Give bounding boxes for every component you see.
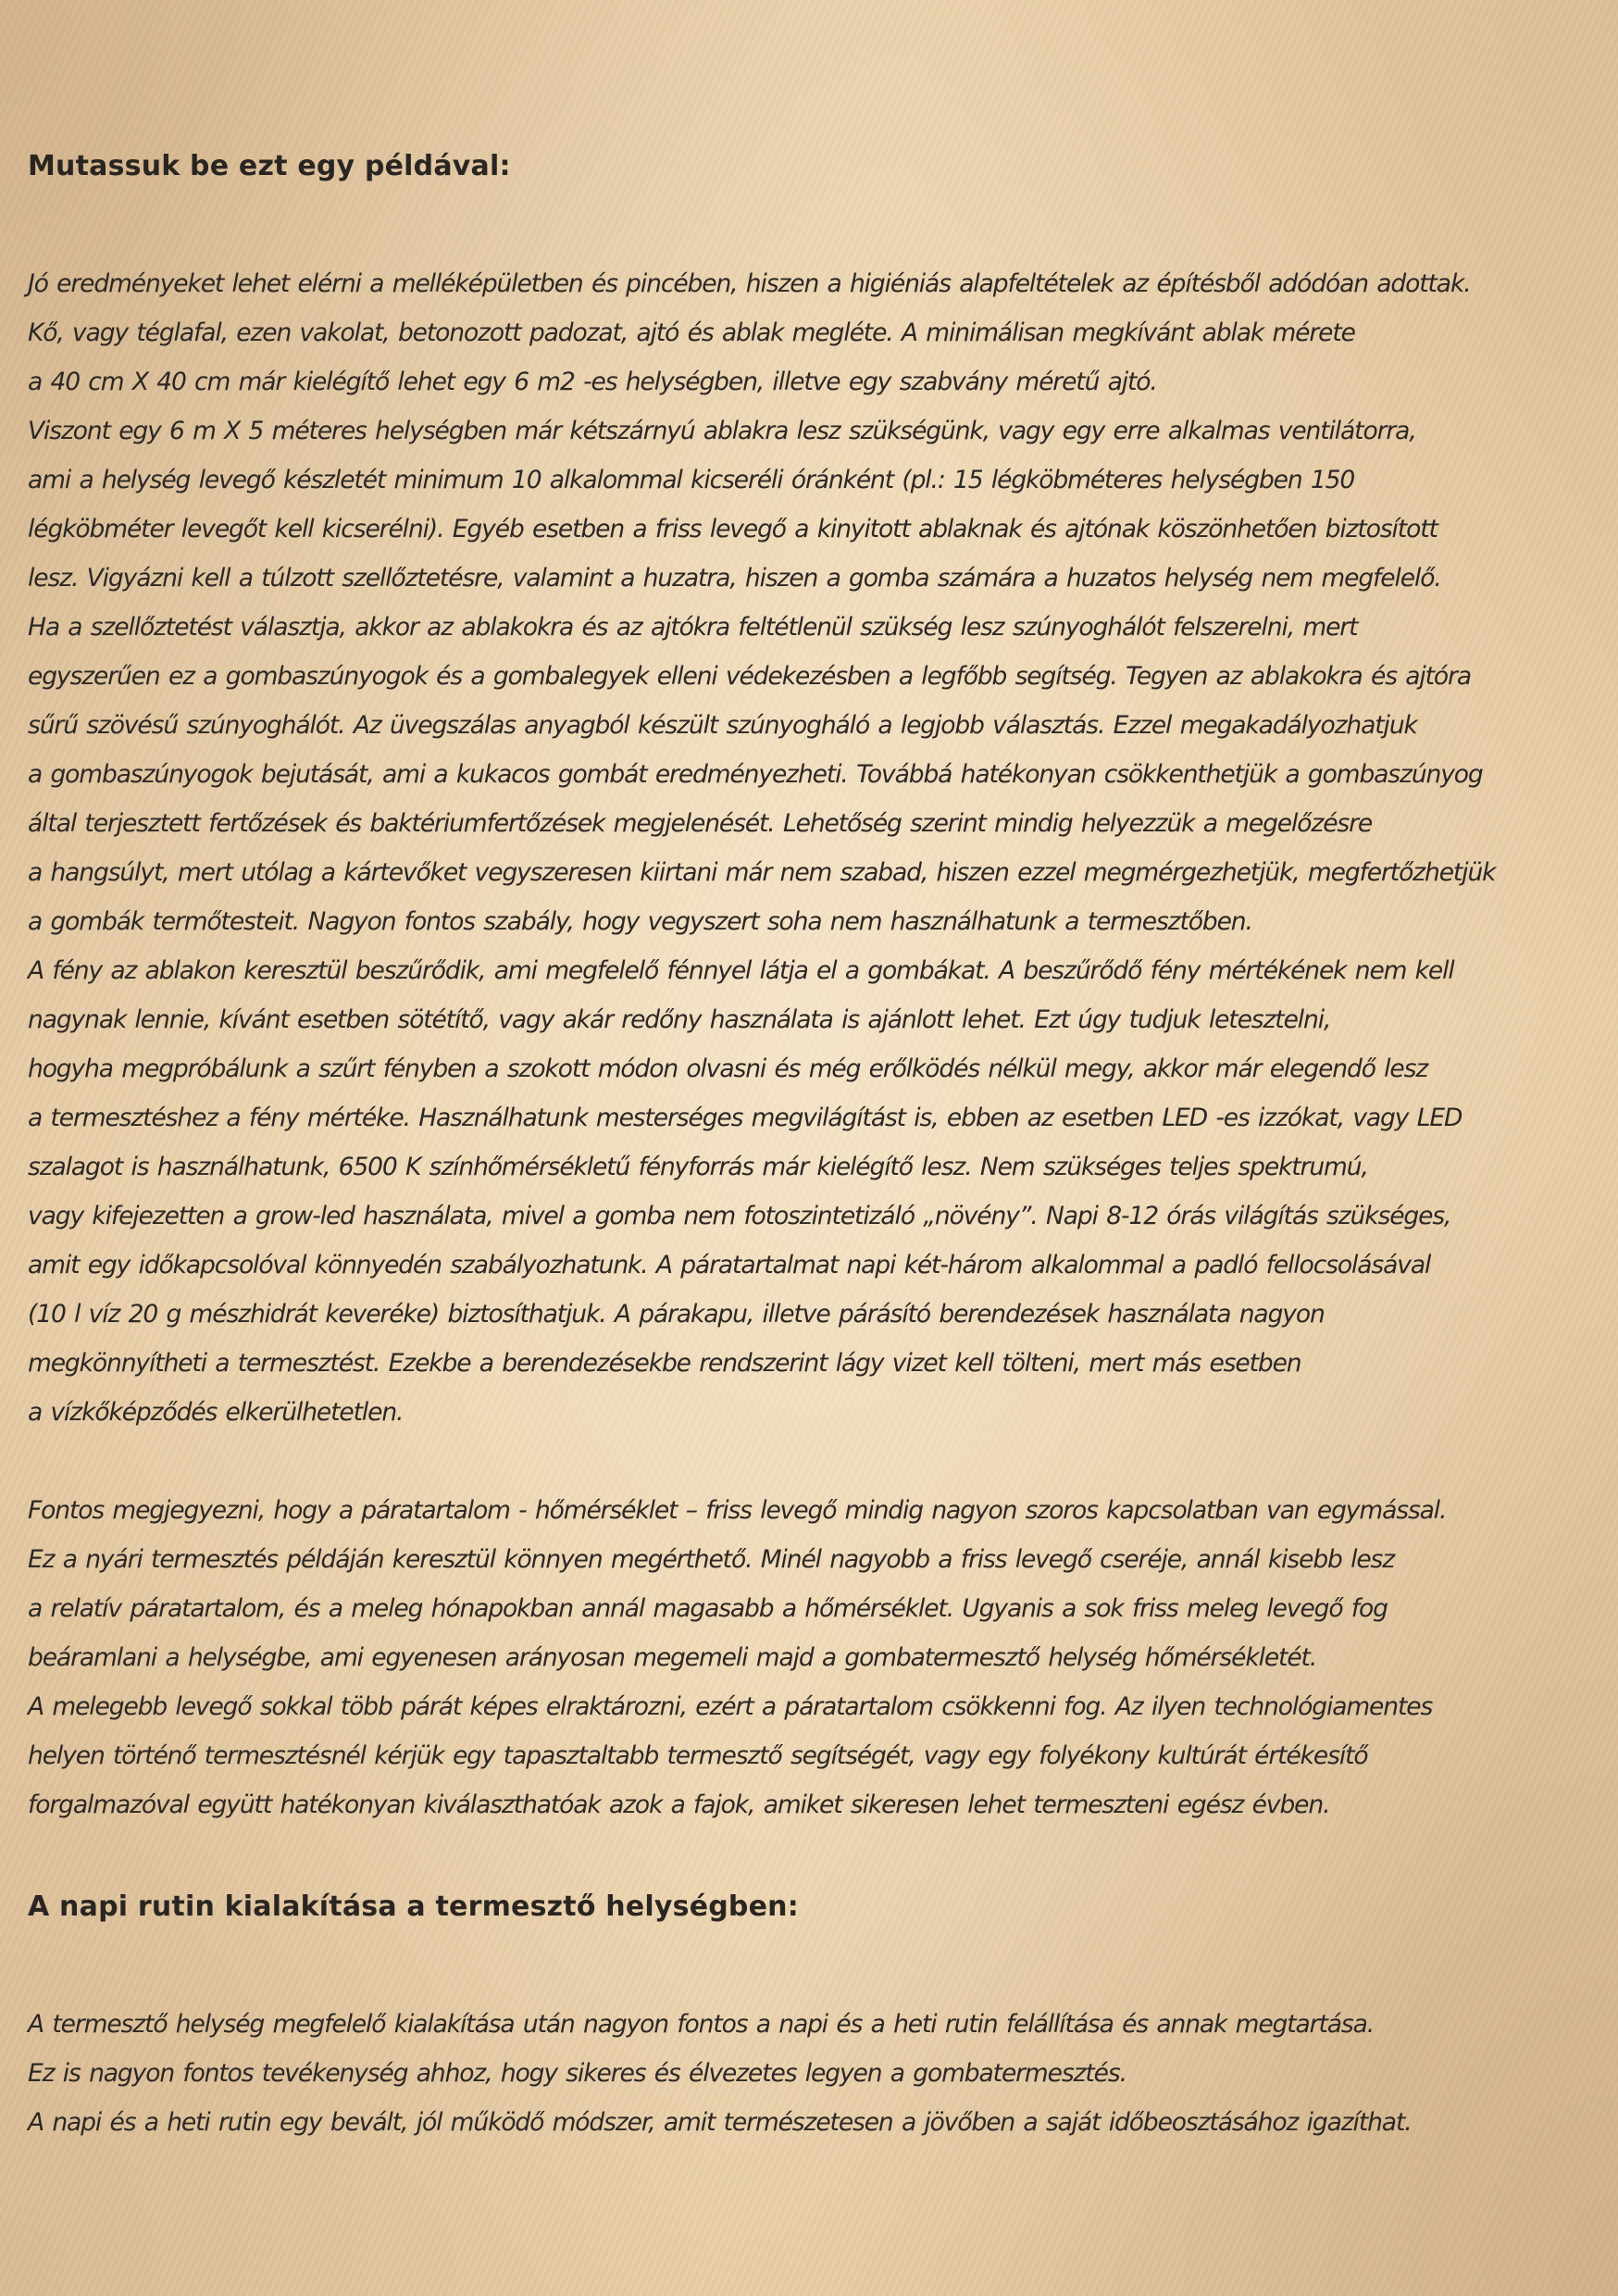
text-line: beáramlani a helységbe, ami egyenesen arányosan megemeli majd a gombatermesztő helység hőmérsékletét.: [28, 1643, 1317, 1672]
text-line: A fény az ablakon keresztül beszűrődik, ami megfelelő fénnyel látja el a gombákat. A beszűrődő fény mértékének nem kell: [28, 956, 1454, 985]
text-line: megkönnyítheti a termesztést. Ezekbe a berendezésekbe rendszerint lágy vizet kell tölteni, mert más esetben: [28, 1349, 1301, 1378]
text-line: a 40 cm X 40 cm már kielégítő lehet egy 6 m2 -es helységben, illetve egy szabvány méretű ajtó.: [28, 368, 1157, 396]
text-line: Jó eredményeket lehet elérni a melléképületben és pincében, hiszen a higiéniás alapfeltételek az építésből adódóan adottak.: [28, 269, 1471, 298]
text-line: amit egy időkapcsolóval könnyedén szabályozhatunk. A páratartalmat napi két-három alkalommal a padló fellocsolásával: [28, 1251, 1431, 1279]
text-line: Fontos megjegyezni, hogy a páratartalom - hőmérséklet – friss levegő mindig nagyon szoros kapcsolatban van egymással.: [28, 1496, 1447, 1525]
text-line: hogyha megpróbálunk a szűrt fényben a szokott módon olvasni és még erőlködés nélkül megy, akkor már elegendő lesz: [28, 1054, 1428, 1083]
section-heading-example: Mutassuk be ezt egy példával:: [28, 150, 511, 182]
text-line: Viszont egy 6 m X 5 méteres helységben már kétszárnyú ablakra lesz szükségünk, vagy egy erre alkalmas ventilátorra,: [28, 417, 1416, 445]
text-line: ami a helység levegő készletét minimum 10 alkalommal kicseréli óránként (pl.: 15 légköbméteres helységben 150: [28, 466, 1355, 494]
text-line: Ez a nyári termesztés példáján keresztül könnyen megérthető. Minél nagyobb a friss levegő cseréje, annál kisebb lesz: [28, 1545, 1395, 1574]
paragraph-routine: [28, 2000, 1601, 2147]
text-line: Ha a szellőztetést választja, akkor az ablakokra és az ajtókra feltétlenül szükség lesz szúnyoghálót felszerelni, mert: [28, 613, 1358, 642]
text-line: A termesztő helység megfelelő kialakítása után nagyon fontos a napi és a heti rutin felállítása és annak megtartása.: [28, 2010, 1375, 2039]
section-heading-routine: A napi rutin kialakítása a termesztő helységben:: [28, 1890, 799, 1923]
text-line: a gombaszúnyogok bejutását, ami a kukacos gombát eredményezheti. Továbbá hatékonyan csökkenthetjük a gombaszúnyog: [28, 760, 1483, 789]
text-line: a hangsúlyt, mert utólag a kártevőket vegyszeresen kiirtani már nem szabad, hiszen ezzel megmérgezhetjük, megfertőzhetjük: [28, 858, 1496, 887]
text-line: nagynak lennie, kívánt esetben sötétítő, vagy akár redőny használata is ajánlott lehet. Ezt úgy tudjuk letesztelni,: [28, 1005, 1331, 1034]
text-line: A melegebb levegő sokkal több párát képes elraktározni, ezért a páratartalom csökkenni fog. Az ilyen technológiamentes: [28, 1692, 1433, 1721]
text-line: a relatív páratartalom, és a meleg hónapokban annál magasabb a hőmérséklet. Ugyanis a sok friss meleg levegő fog: [28, 1594, 1388, 1623]
text-line: légköbméter levegőt kell kicserélni). Egyéb esetben a friss levegő a kinyitott ablaknak és ajtónak köszönhetően biztosított: [28, 515, 1438, 543]
text-line: sűrű szövésű szúnyoghálót. Az üvegszálas anyagból készült szúnyogháló a legjobb választás. Ezzel megakadályozhatjuk: [28, 711, 1417, 740]
text-line: vagy kifejezetten a grow-led használata, mivel a gomba nem fotoszintetizáló „növény”. Napi 8-12 órás világítás szükséges,: [28, 1202, 1451, 1230]
text-line: a termesztéshez a fény mértéke. Használhatunk mesterséges megvilágítást is, ebben az esetben LED -es izzókat, vagy LED: [28, 1104, 1462, 1132]
paragraph-humidity: [28, 1486, 1601, 1829]
text-line: a vízkőképződés elkerülhetetlen.: [28, 1398, 404, 1427]
text-line: forgalmazóval együtt hatékonyan kiválaszthatóak azok a fajok, amiket sikeresen lehet termeszteni egész évben.: [28, 1791, 1330, 1819]
text-line: egyszerűen ez a gombaszúnyogok és a gombalegyek elleni védekezésben a legfőbb segítség. Tegyen az ablakokra és ajtóra: [28, 662, 1471, 691]
text-line: helyen történő termesztésnél kérjük egy tapasztaltabb termesztő segítségét, vagy egy folyékony kultúrát értékesítő: [28, 1741, 1368, 1770]
text-line: Kő, vagy téglafal, ezen vakolat, betonozott padozat, ajtó és ablak megléte. A minimálisan megkívánt ablak mérete: [28, 318, 1355, 347]
document-content: [28, 146, 1601, 2147]
text-line: szalagot is használhatunk, 6500 K színhőmérsékletű fényforrás már kielégítő lesz. Nem szükséges teljes spektrumú,: [28, 1153, 1368, 1181]
paragraph-conditions: [28, 259, 1601, 1437]
text-line: lesz. Vigyázni kell a túlzott szellőztetésre, valamint a huzatra, hiszen a gomba számára a huzatos helység nem megfelelő.: [28, 564, 1441, 593]
text-line: a gombák termőtesteit. Nagyon fontos szabály, hogy vegyszert soha nem használhatunk a termesztőben.: [28, 907, 1252, 936]
text-line: Ez is nagyon fontos tevékenység ahhoz, hogy sikeres és élvezetes legyen a gombatermesztés.: [28, 2059, 1126, 2088]
text-line: által terjesztett fertőzések és baktériumfertőzések megjelenését. Lehetőség szerint mindig helyezzük a megelőzésre: [28, 809, 1373, 838]
text-line: A napi és a heti rutin egy bevált, jól működő módszer, amit természetesen a jövőben a saját időbeosztásához igazíthat.: [28, 2108, 1412, 2137]
text-line: (10 l víz 20 g mészhidrát keveréke) biztosíthatjuk. A párakapu, illetve párásító berendezések használata nagyon: [28, 1300, 1325, 1329]
